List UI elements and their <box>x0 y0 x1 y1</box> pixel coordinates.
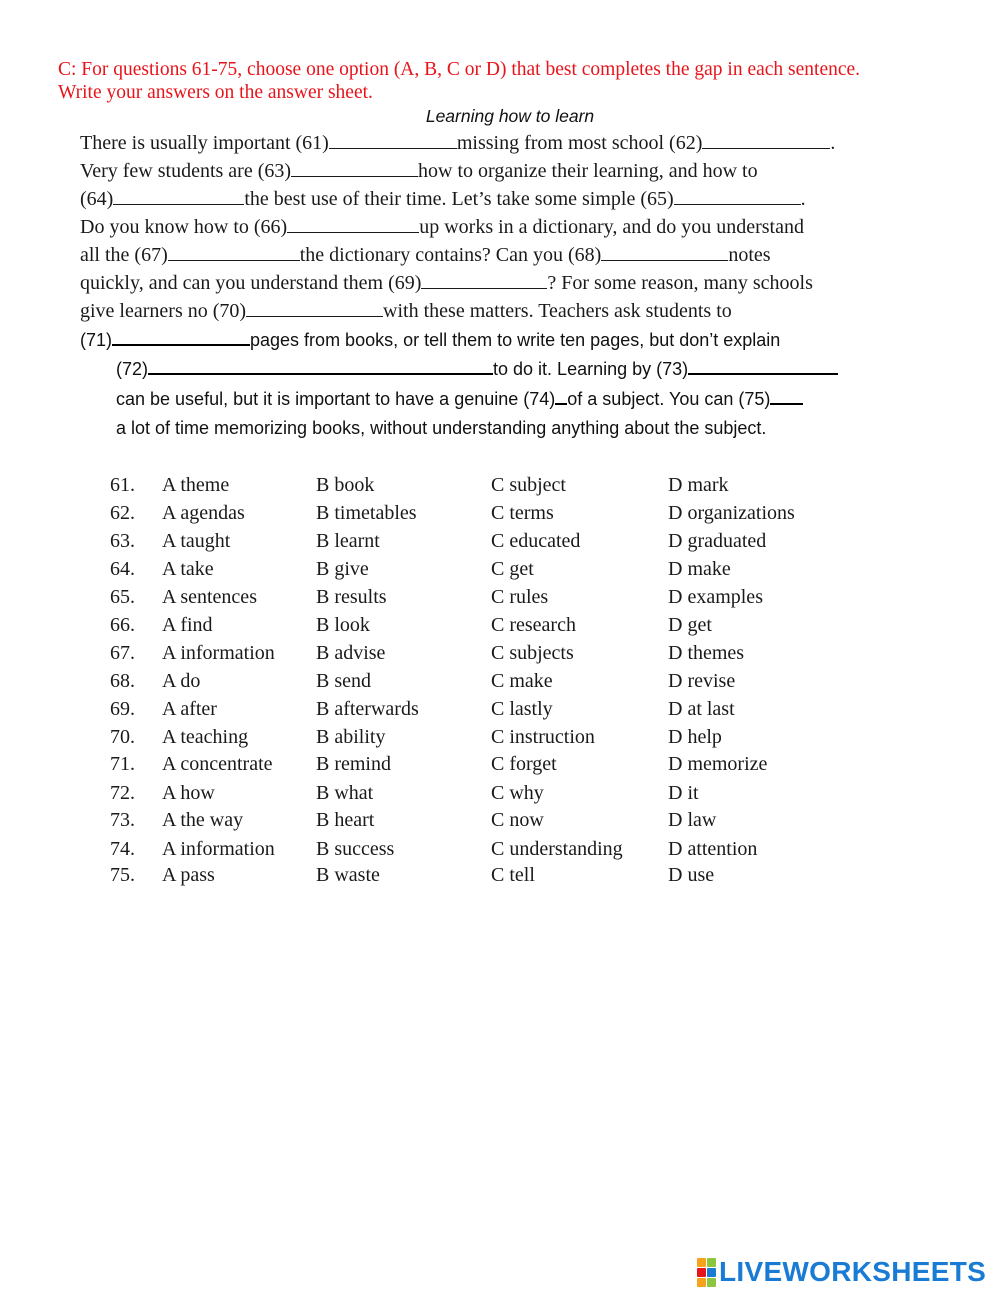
logo-block-icon <box>707 1268 716 1277</box>
option-c[interactable]: C tell <box>491 864 535 886</box>
logo-blocks-icon <box>697 1258 716 1287</box>
logo-block-icon <box>697 1268 706 1277</box>
option-d[interactable]: D use <box>668 864 715 886</box>
logo-block-icon <box>707 1258 716 1267</box>
option-b[interactable]: B remind <box>316 753 391 775</box>
instruction-line-1: C: For questions 61-75, choose one option (A, B, C or D) that best completes the gap in each sentence. <box>58 59 861 80</box>
question-number: 69. <box>110 698 135 720</box>
option-a[interactable]: A agendas <box>162 502 245 524</box>
option-c[interactable]: C research <box>491 614 576 636</box>
option-d[interactable]: D make <box>668 558 731 580</box>
question-number: 75. <box>110 864 135 886</box>
instruction-line-2: Write your answers on the answer sheet. <box>58 82 373 103</box>
question-number: 68. <box>110 670 135 692</box>
option-d[interactable]: D attention <box>668 838 758 860</box>
option-a[interactable]: A information <box>162 838 275 860</box>
option-d[interactable]: D mark <box>668 474 729 496</box>
option-b[interactable]: B ability <box>316 726 386 748</box>
question-number: 63. <box>110 530 135 552</box>
option-a[interactable]: A teaching <box>162 726 249 748</box>
option-a[interactable]: A find <box>162 614 213 636</box>
option-d[interactable]: D organizations <box>668 502 795 524</box>
passage-line-4: Do you know how to (66) up works in a dictionary, and do you understand <box>80 216 804 238</box>
question-number: 67. <box>110 642 135 664</box>
option-a[interactable]: A pass <box>162 864 215 886</box>
instructions <box>58 58 978 104</box>
option-b[interactable]: B advise <box>316 642 386 664</box>
option-c[interactable]: C now <box>491 809 544 831</box>
question-number: 73. <box>110 809 135 831</box>
option-c[interactable]: C educated <box>491 530 581 552</box>
option-a[interactable]: A do <box>162 670 201 692</box>
question-number: 64. <box>110 558 135 580</box>
gap-75[interactable] <box>770 386 803 405</box>
option-b[interactable]: B timetables <box>316 502 417 524</box>
option-a[interactable]: A theme <box>162 474 230 496</box>
question-number: 61. <box>110 474 135 496</box>
option-b[interactable]: B send <box>316 670 371 692</box>
passage-line-10: can be useful, but it is important to have a genuine (74) of a subject. You can (75) <box>116 386 803 411</box>
option-c[interactable]: C understanding <box>491 838 623 860</box>
gap-70[interactable] <box>246 299 383 317</box>
option-c[interactable]: C lastly <box>491 698 553 720</box>
passage-title: Learning how to learn <box>425 106 595 126</box>
question-number: 72. <box>110 782 135 804</box>
gap-72[interactable] <box>148 356 493 375</box>
option-b[interactable]: B afterwards <box>316 698 419 720</box>
option-c[interactable]: C terms <box>491 502 554 524</box>
passage-line-7: give learners no (70) with these matters. Teachers ask students to <box>80 300 732 322</box>
logo-block-icon <box>697 1278 706 1287</box>
option-c[interactable]: C forget <box>491 753 557 775</box>
question-number: 70. <box>110 726 135 748</box>
passage-line-5: all the (67) the dictionary contains? Can you (68) notes <box>80 244 771 266</box>
question-number: 74. <box>110 838 135 860</box>
passage-line-8: (71) pages from books, or tell them to write ten pages, but don’t explain <box>80 327 780 352</box>
option-b[interactable]: B give <box>316 558 369 580</box>
passage-line-2: Very few students are (63) how to organize their learning, and how to <box>80 160 758 182</box>
gap-67[interactable] <box>168 243 300 261</box>
option-a[interactable]: A taught <box>162 530 231 552</box>
logo-block-icon <box>697 1258 706 1267</box>
gap-65[interactable] <box>674 187 801 205</box>
option-d[interactable]: D at last <box>668 698 735 720</box>
option-b[interactable]: B results <box>316 586 387 608</box>
option-c[interactable]: C subject <box>491 474 566 496</box>
option-b[interactable]: B what <box>316 782 374 804</box>
option-d[interactable]: D law <box>668 809 717 831</box>
option-d[interactable]: D examples <box>668 586 763 608</box>
logo-block-icon <box>707 1278 716 1287</box>
option-d[interactable]: D it <box>668 782 699 804</box>
passage-line-6: quickly, and can you understand them (69) ? For some reason, many schools <box>80 272 813 294</box>
liveworksheets-logo <box>697 1255 986 1289</box>
option-d[interactable]: D revise <box>668 670 736 692</box>
gap-63[interactable] <box>291 159 418 177</box>
passage-line-9: (72) to do it. Learning by (73) <box>116 356 838 381</box>
option-b[interactable]: B learnt <box>316 530 380 552</box>
option-b[interactable]: B heart <box>316 809 375 831</box>
option-a[interactable]: A information <box>162 642 275 664</box>
option-c[interactable]: C subjects <box>491 642 574 664</box>
option-c[interactable]: C rules <box>491 586 549 608</box>
gap-68[interactable] <box>601 243 728 261</box>
option-c[interactable]: C make <box>491 670 553 692</box>
passage-line-3: (64) the best use of their time. Let’s take some simple (65) . <box>80 188 806 210</box>
gap-74[interactable] <box>555 386 567 405</box>
option-d[interactable]: D graduated <box>668 530 767 552</box>
passage-line-1: There is usually important (61) missing from most school (62) . <box>80 132 836 154</box>
passage-line-11: a lot of time memorizing books, without understanding anything about the subject. <box>116 418 767 438</box>
gap-69[interactable] <box>421 271 547 289</box>
option-c[interactable]: C why <box>491 782 544 804</box>
option-a[interactable]: A how <box>162 782 215 804</box>
option-b[interactable]: B success <box>316 838 395 860</box>
option-a[interactable]: A after <box>162 698 217 720</box>
option-a[interactable]: A concentrate <box>162 753 273 775</box>
option-a[interactable]: A sentences <box>162 586 257 608</box>
gap-71[interactable] <box>112 327 250 346</box>
question-number: 62. <box>110 502 135 524</box>
option-b[interactable]: B waste <box>316 864 380 886</box>
option-d[interactable]: D help <box>668 726 722 748</box>
gap-64[interactable] <box>113 187 244 205</box>
option-a[interactable]: A take <box>162 558 214 580</box>
question-number: 65. <box>110 586 135 608</box>
question-number: 71. <box>110 753 135 775</box>
gap-73[interactable] <box>688 356 838 375</box>
brand-name: LIVEWORKSHEETS <box>719 1256 987 1287</box>
option-d[interactable]: D memorize <box>668 753 768 775</box>
option-a[interactable]: A the way <box>162 809 244 831</box>
question-number: 66. <box>110 614 135 636</box>
option-d[interactable]: D get <box>668 614 712 636</box>
option-d[interactable]: D themes <box>668 642 745 664</box>
option-c[interactable]: C instruction <box>491 726 595 748</box>
option-c[interactable]: C get <box>491 558 534 580</box>
option-b[interactable]: B look <box>316 614 370 636</box>
gap-62[interactable] <box>702 131 830 149</box>
option-b[interactable]: B book <box>316 474 375 496</box>
gap-61[interactable] <box>329 131 457 149</box>
gap-66[interactable] <box>287 215 419 233</box>
